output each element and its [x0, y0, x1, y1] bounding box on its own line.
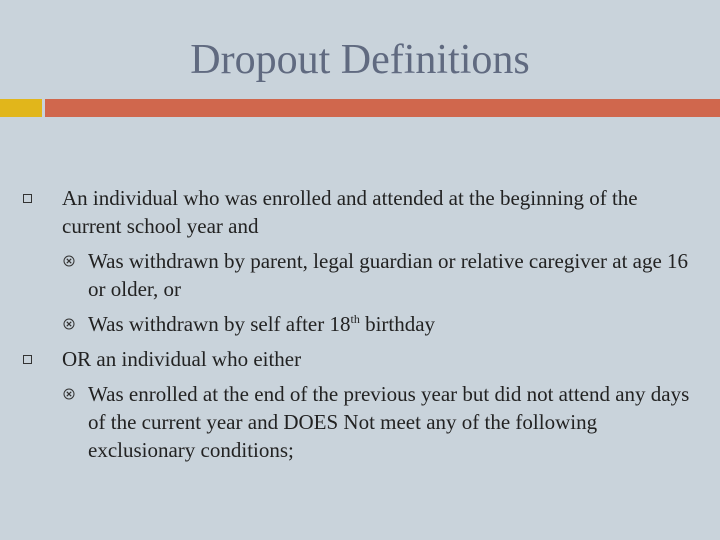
slide-title: Dropout Definitions	[190, 37, 530, 83]
circled-x-icon	[63, 388, 75, 400]
sub-bullet-text: Was withdrawn by self after 18	[88, 312, 351, 336]
bullet-item	[0, 345, 720, 373]
circled-x-icon	[63, 318, 75, 330]
hollow-square-icon	[23, 194, 32, 203]
bullet-item	[0, 184, 720, 240]
sub-bullet-item	[0, 380, 720, 464]
sub-bullet-text: Was withdrawn by parent, legal guardian or relative caregiver at age 16 or older, or	[88, 249, 689, 301]
circled-x-icon	[63, 255, 75, 267]
title-rule-bar	[45, 99, 720, 117]
hollow-square-icon	[23, 355, 32, 364]
sub-bullet-text: Was enrolled at the end of the previous year but did not attend any days of the current year and DOES Not meet any of the following exclusionary conditions;	[88, 382, 690, 462]
sub-bullet-item	[0, 310, 720, 338]
slide-content	[0, 184, 720, 464]
bullet-text: OR an individual who either	[62, 347, 302, 371]
title-rule-accent	[0, 99, 42, 117]
bullet-text: An individual who was enrolled and attended at the beginning of the current school year and	[62, 186, 638, 238]
sub-bullet-item	[0, 247, 720, 303]
sub-bullet-text-tail: birthday	[359, 312, 436, 336]
ordinal-superscript: th	[350, 312, 360, 326]
